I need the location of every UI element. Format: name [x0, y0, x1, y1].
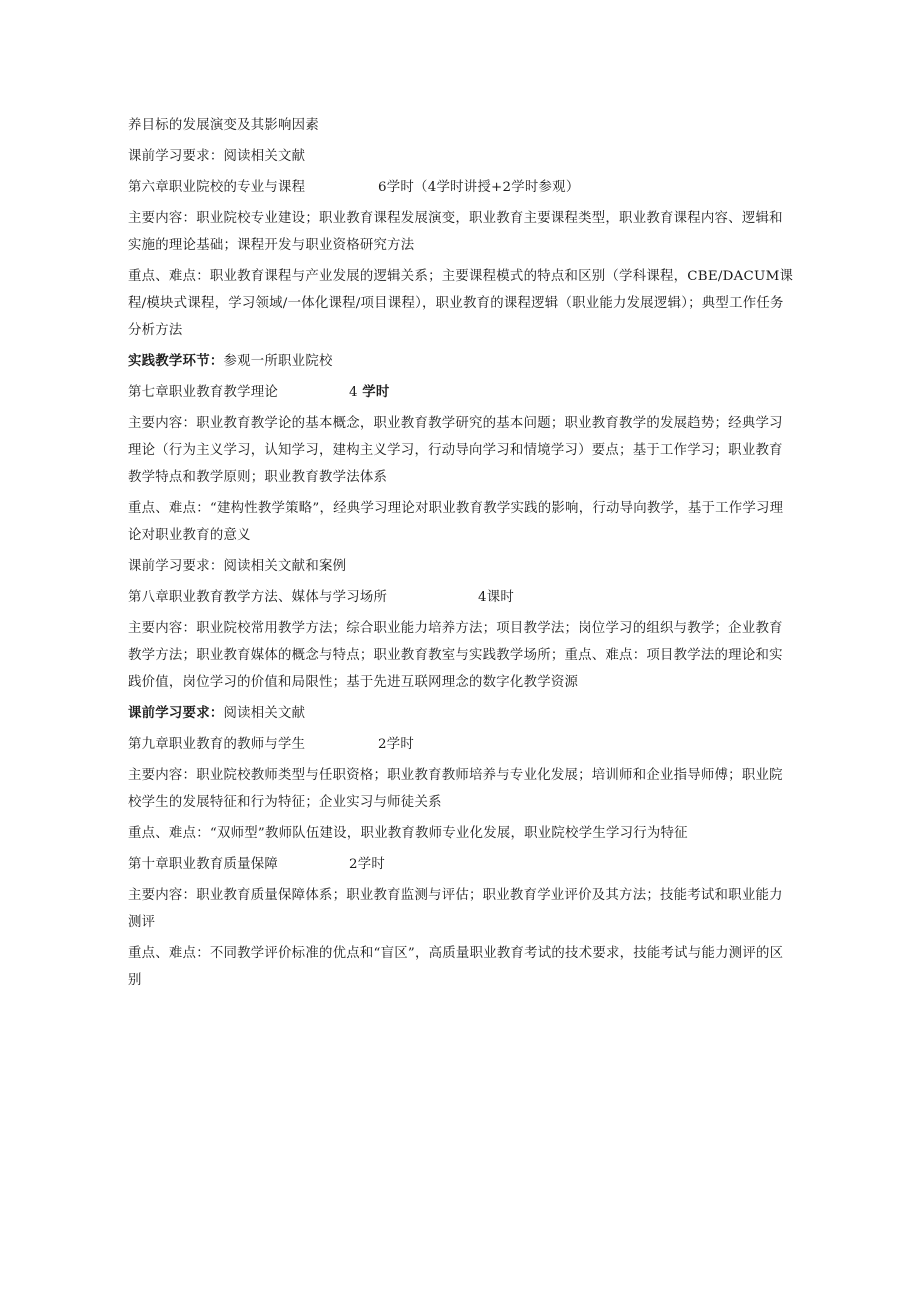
chapter-9-main-content: 主要内容：职业院校教师类型与任职资格；职业教育教师培养与专业化发展；培训师和企业指导师傅；职业院校学生的发展特征和行为特征；企业实习与师徒关系: [128, 768, 783, 810]
chapter-8-pre-class: [128, 700, 796, 727]
chapter-9-hours: 2学时: [378, 737, 415, 752]
chapter-10-main-content: 主要内容：职业教育质量保障体系；职业教育监测与评估；职业教育学业评价及其方法；技能考试和职业能力测评: [128, 888, 783, 930]
chapter-7-hours-unit: 学时: [362, 384, 390, 400]
chapter-9-title: 第九章职业教育的教师与学生: [128, 737, 306, 752]
chapter-8-title: 第八章职业教育教学方法、媒体与学习场所: [128, 590, 388, 605]
chapter-9-key-points: 重点、难点：“双师型”教师队伍建设，职业教育教师专业化发展，职业院校学生学习行为特征: [128, 826, 688, 841]
document-page: [128, 112, 796, 998]
chapter-7-main-content: 主要内容：职业教育教学论的基本概念，职业教育教学研究的基本问题；职业教育教学的发展趋势；经典学习理论（行为主义学习，认知学习，建构主义学习，行动导向学习和情境学习）要点；基于工作学习；职业教育教学特点和教学原则；职业教育教学法体系: [128, 416, 783, 485]
chapter-7-hours-number: 4: [349, 385, 358, 400]
chapter-10-hours: 2学时: [349, 857, 386, 872]
chapter-10-key-points: 重点、难点：不同教学评价标准的优点和“盲区”，高质量职业教育考试的技术要求，技能考试与能力测评的区别: [128, 946, 784, 988]
practice-text: 参观一所职业院校: [223, 354, 333, 369]
chapter-6-title: 第六章职业院校的专业与课程: [128, 180, 306, 195]
chapter-8-heading: [128, 584, 796, 611]
paragraph-training-goal-tail: 养目标的发展演变及其影响因素: [128, 118, 319, 133]
chapter-6-main-content: 主要内容：职业院校专业建设；职业教育课程发展演变，职业教育主要课程类型，职业教育课程内容、逻辑和实施的理论基础；课程开发与职业资格研究方法: [128, 211, 783, 253]
chapter-7-title: 第七章职业教育教学理论: [128, 385, 279, 400]
chapter-7-hours: [349, 379, 390, 406]
chapter-6-heading: [128, 174, 796, 201]
chapter-7-key-points: 重点、难点：“建构性教学策略”，经典学习理论对职业教育教学实践的影响，行动导向教学，基于工作学习理论对职业教育的意义: [128, 501, 784, 543]
chapter-10-heading: [128, 851, 796, 878]
chapter-8-pre-class-label: 课前学习要求：: [128, 705, 224, 721]
paragraph-pre-class-requirement: 课前学习要求：阅读相关文献: [128, 149, 306, 164]
chapter-6-hours: 6学时（4学时讲授+2学时参观）: [378, 180, 580, 195]
chapter-7-pre-class: 课前学习要求：阅读相关文献和案例: [128, 559, 347, 574]
chapter-8-main-content: 主要内容：职业院校常用教学方法；综合职业能力培养方法；项目教学法；岗位学习的组织与教学；企业教育教学方法；职业教育媒体的概念与特点；职业教育教室与实践教学场所；重点、难点：项目教学法的理论和实践价值，岗位学习的价值和局限性；基于先进互联网理念的数字化教学资源: [128, 621, 783, 690]
practice-label: 实践教学环节：: [128, 353, 224, 369]
practice-section: [128, 348, 796, 375]
chapter-8-hours: 4课时: [478, 590, 515, 605]
chapter-7-heading: [128, 379, 796, 406]
chapter-9-heading: [128, 731, 796, 758]
chapter-10-title: 第十章职业教育质量保障: [128, 857, 279, 872]
chapter-8-pre-class-text: 阅读相关文献: [223, 706, 306, 721]
chapter-6-key-points: 重点、难点：职业教育课程与产业发展的逻辑关系；主要课程模式的特点和区别（学科课程，CBE/DACUM课程/模块式课程，学习领域/一体化课程/项目课程），职业教育的课程逻辑（职业能力发展逻辑）；典型工作任务分析方法: [128, 269, 794, 338]
